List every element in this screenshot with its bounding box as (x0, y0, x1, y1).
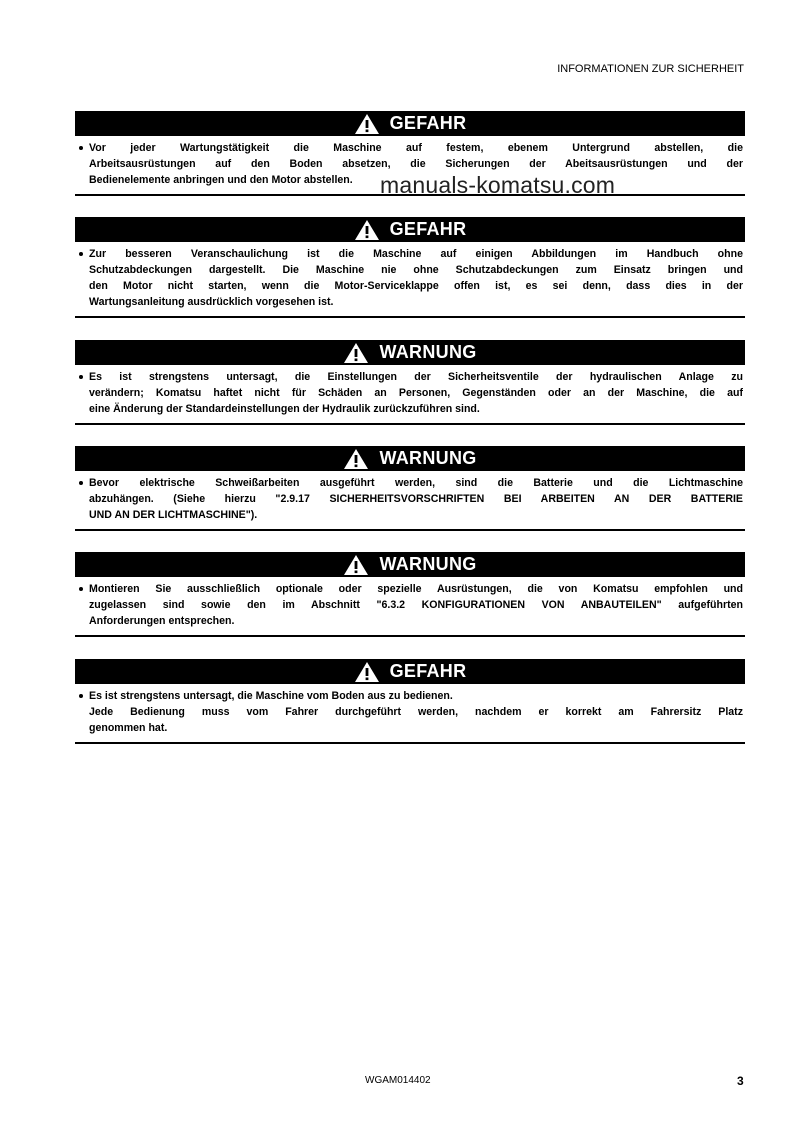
page-number: 3 (737, 1074, 744, 1088)
text-line: Es ist strengstens untersagt, die Einstellungen der Sicherheitsventile der hydraulischen Anlage zu (89, 371, 743, 383)
text-line: Bedienelemente anbringen und den Motor abstellen. (89, 174, 353, 186)
watermark: manuals-komatsu.com (380, 172, 616, 198)
notice-paragraph (77, 704, 743, 736)
text-line: eine Änderung der Standardeinstellungen der Hydraulik zurückzuführen sind. (89, 403, 480, 415)
safety-notice-gefahr (75, 659, 745, 744)
warning-triangle-icon (354, 113, 380, 135)
warning-triangle-icon (354, 661, 380, 683)
text-line: Arbeitsausrüstungen auf den Boden absetzen, die Sicherungen der Abeitsausrüstungen und der (89, 158, 743, 170)
warning-triangle-icon (343, 342, 369, 364)
safety-notice-warnung (75, 552, 745, 637)
notice-header-bar (75, 552, 745, 577)
notice-body (75, 365, 745, 425)
safety-notice-gefahr (75, 217, 745, 318)
notice-header-bar (75, 659, 745, 684)
notice-paragraph (77, 688, 743, 704)
document-code: WGAM014402 (365, 1075, 431, 1086)
text-line: Es ist strengstens untersagt, die Maschine vom Boden aus zu bedienen. (89, 690, 453, 702)
warning-triangle-icon (354, 219, 380, 241)
notice-header-bar (75, 340, 745, 365)
text-line: Wartungsanleitung ausdrücklich vorgesehen ist. (89, 296, 334, 308)
text-line: zugelassen sind sowie den im Abschnitt "6.3.2 KONFIGURATIONEN VON ANBAUTEILEN" aufgeführten (89, 599, 743, 611)
notice-header-bar (75, 111, 745, 136)
notice-level-label: WARNUNG (379, 554, 477, 574)
notice-paragraph (77, 369, 743, 417)
notice-body (75, 242, 745, 318)
warning-triangle-icon (343, 448, 369, 470)
text-line: verändern; Komatsu haftet nicht für Schäden an Personen, Gegenständen oder an der Maschine, die auf (89, 387, 743, 399)
text-line: abzuhängen. (Siehe hierzu "2.9.17 SICHERHEITSVORSCHRIFTEN BEI ARBEITEN AN DER BATTERIE (89, 493, 743, 505)
notice-level-label: GEFAHR (389, 219, 467, 239)
notice-level-label: GEFAHR (389, 113, 467, 133)
notice-level-label: WARNUNG (379, 342, 477, 362)
notice-body (75, 471, 745, 531)
text-line: den Motor nicht starten, wenn die Motor-Serviceklappe offen ist, es sei denn, dass dies in der (89, 280, 743, 292)
running-header-title: INFORMATIONEN ZUR SICHERHEIT (557, 63, 744, 75)
text-line: Schutzabdeckungen dargestellt. Die Maschine nie ohne Schutzabdeckungen zum Einsatz bringen und (89, 264, 743, 276)
notice-paragraph (77, 581, 743, 629)
text-line: Vor jeder Wartungstätigkeit die Maschine auf festem, ebenem Untergrund abstellen, die (89, 142, 743, 154)
notice-paragraph (77, 246, 743, 310)
safety-notice-warnung (75, 446, 745, 531)
notice-body (75, 577, 745, 637)
text-line: genommen hat. (89, 722, 168, 734)
warning-triangle-icon (343, 554, 369, 576)
text-line: UND AN DER LICHTMASCHINE"). (89, 509, 258, 521)
notice-level-label: WARNUNG (379, 448, 477, 468)
text-line: Jede Bedienung muss vom Fahrer durchgeführt werden, nachdem er korrekt am Fahrersitz Platz (89, 706, 743, 718)
text-line: Bevor elektrische Schweißarbeiten ausgeführt werden, sind die Batterie und die Lichtmaschine (89, 477, 743, 489)
notice-level-label: GEFAHR (389, 661, 467, 681)
notice-paragraph (77, 475, 743, 523)
notice-header-bar (75, 446, 745, 471)
notice-header-bar (75, 217, 745, 242)
safety-notice-warnung (75, 340, 745, 425)
notice-body (75, 684, 745, 744)
text-line: Zur besseren Veranschaulichung ist die Maschine auf einigen Abbildungen im Handbuch ohne (89, 248, 743, 260)
text-line: Anforderungen entsprechen. (89, 615, 235, 627)
text-line: Montieren Sie ausschließlich optionale oder spezielle Ausrüstungen, die von Komatsu empfohlen und (89, 583, 743, 595)
